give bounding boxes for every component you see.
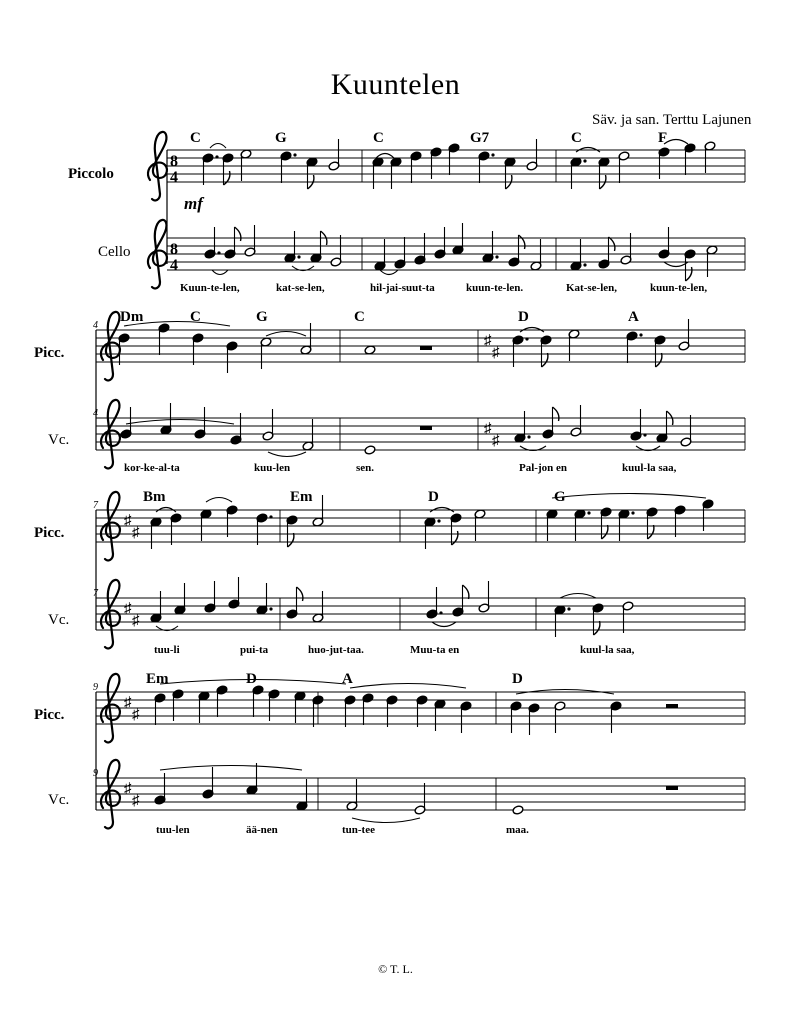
- note-head: [202, 767, 214, 799]
- tie-slur: [206, 498, 232, 503]
- tie-slur: [126, 420, 234, 425]
- instrument-name-piccolo: Picc.: [34, 525, 65, 541]
- note-head: [684, 143, 696, 175]
- chord-symbol: F: [658, 130, 668, 146]
- tie-slur: [560, 594, 596, 599]
- chord-symbol: C: [571, 130, 582, 146]
- note-head: [256, 583, 273, 615]
- note-head: [706, 245, 718, 277]
- lyric-syllables: kat-se-len,: [276, 282, 325, 294]
- chord-symbol: G: [275, 130, 287, 146]
- note-head: [372, 157, 384, 189]
- instrument-name-cello: Cello: [98, 244, 131, 260]
- note-head: [386, 695, 398, 727]
- lyric-syllables: Kuun-te-len,: [180, 282, 240, 294]
- note-head: [452, 223, 464, 255]
- note-head: [310, 231, 327, 263]
- key-signature-sharps: ♯: [492, 345, 500, 361]
- note-head: [530, 239, 542, 271]
- chord-symbol: Em: [290, 489, 313, 505]
- instrument-name-cello: Vc.: [48, 612, 70, 628]
- chord-symbol: D: [518, 309, 529, 325]
- lyric-syllables: maa.: [506, 824, 529, 836]
- note-head: [344, 695, 356, 727]
- lyric-syllables: huo-jut-taa.: [308, 644, 364, 656]
- whole-rest: [420, 346, 432, 350]
- note-head: [554, 701, 566, 733]
- lyric-syllables: kor-ke-al-ta: [124, 462, 180, 474]
- note-head: [154, 693, 166, 725]
- note-head: [598, 157, 610, 189]
- system-3: [34, 489, 745, 656]
- lyric-syllables: kuul-la saa,: [622, 462, 677, 474]
- tie-slur: [268, 452, 306, 457]
- score-title: Kuuntelen: [330, 68, 461, 101]
- system-2: [34, 309, 745, 474]
- note-head: [570, 157, 587, 189]
- note-head: [150, 591, 162, 623]
- lyric-syllables: ää-nen: [246, 824, 278, 836]
- note-head: [630, 409, 647, 441]
- measure-number: 4: [93, 408, 98, 419]
- measure-number: 4: [93, 320, 98, 331]
- note-head: [226, 505, 238, 537]
- note-head: [252, 685, 264, 717]
- chord-symbol: G: [554, 489, 566, 505]
- note-head: [478, 581, 490, 613]
- measure-number: 9: [93, 682, 98, 693]
- lyric-syllables: kuun-te-len.: [466, 282, 524, 294]
- note-head: [256, 513, 273, 545]
- tie-slur: [376, 154, 394, 159]
- cello-staff-3: [96, 598, 745, 630]
- note-head: [216, 685, 228, 717]
- note-head: [570, 405, 582, 437]
- note-layer: [118, 139, 718, 823]
- note-head: [598, 237, 615, 269]
- chord-symbol: D: [512, 671, 523, 687]
- note-head: [262, 409, 274, 441]
- note-head: [160, 403, 172, 435]
- note-head: [194, 407, 206, 439]
- note-head: [546, 509, 558, 541]
- note-head: [514, 411, 531, 443]
- note-head: [424, 517, 441, 549]
- note-head: [240, 149, 252, 181]
- note-head: [330, 235, 342, 267]
- chord-symbol: C: [373, 130, 384, 146]
- system-4: [34, 671, 745, 836]
- note-head: [118, 333, 130, 365]
- note-head: [434, 227, 446, 259]
- note-head: [482, 231, 499, 263]
- tie-slur: [432, 622, 456, 627]
- note-head: [374, 239, 386, 271]
- note-head: [192, 333, 204, 365]
- note-head: [510, 701, 522, 733]
- key-signature-sharps: ♯: [124, 695, 132, 711]
- key-signature-sharps: ♯: [124, 601, 132, 617]
- note-head: [222, 153, 234, 185]
- note-head: [684, 249, 696, 281]
- note-head: [228, 577, 240, 609]
- chord-symbol: C: [354, 309, 365, 325]
- note-head: [416, 695, 428, 727]
- chord-symbol: Em: [146, 671, 169, 687]
- lyric-syllables: tun-tee: [342, 824, 375, 836]
- note-head: [448, 143, 460, 175]
- note-head: [528, 703, 540, 735]
- key-signature-sharps: ♯: [132, 793, 140, 809]
- tie-slur: [266, 332, 306, 337]
- note-head: [658, 227, 670, 259]
- time-signature-bottom: 4: [170, 257, 178, 274]
- tie-slur: [664, 140, 688, 145]
- lyric-syllables: kuul-la saa,: [580, 644, 635, 656]
- measure-number: 7: [93, 500, 98, 511]
- system-1: [68, 130, 745, 294]
- chord-symbol: G: [256, 309, 268, 325]
- tie-slur: [210, 144, 226, 149]
- chord-symbol: D: [428, 489, 439, 505]
- note-head: [174, 583, 186, 615]
- note-head: [426, 587, 443, 619]
- note-head: [246, 763, 258, 795]
- note-head: [364, 445, 376, 455]
- note-head: [570, 239, 587, 271]
- key-signature-sharps: ♯: [484, 421, 492, 437]
- tie-slur: [352, 818, 420, 823]
- note-head: [294, 691, 306, 723]
- note-head: [390, 157, 402, 189]
- key-signature-sharps: ♯: [484, 333, 492, 349]
- lyric-syllables: Kat-se-len,: [566, 282, 618, 294]
- lyric-syllables: tuu-li: [154, 644, 180, 656]
- note-head: [674, 505, 686, 537]
- lyric-syllables: kuu-len: [254, 462, 291, 474]
- note-head: [296, 779, 308, 811]
- chord-symbol: D: [246, 671, 257, 687]
- note-head: [618, 509, 635, 541]
- chord-symbol: G7: [470, 130, 490, 146]
- key-signature-sharps: ♯: [132, 613, 140, 629]
- note-head: [512, 805, 524, 815]
- note-head: [158, 323, 170, 355]
- key-signature-sharps: ♯: [124, 781, 132, 797]
- piccolo-staff-1: [167, 150, 745, 182]
- note-head: [198, 691, 210, 723]
- note-head: [626, 331, 643, 363]
- note-head: [656, 411, 673, 443]
- lyric-syllables: tuu-len: [156, 824, 190, 836]
- lyric-syllables: Muu-ta en: [410, 644, 460, 656]
- note-head: [244, 225, 256, 257]
- note-head: [260, 337, 272, 369]
- note-head: [478, 151, 495, 183]
- note-head: [554, 605, 571, 637]
- note-head: [410, 151, 422, 183]
- note-head: [312, 591, 324, 623]
- note-head: [450, 513, 462, 545]
- note-head: [618, 151, 630, 183]
- lyric-syllables: pui-ta: [240, 644, 269, 656]
- note-head: [170, 513, 182, 545]
- measure-number: 7: [93, 588, 98, 599]
- tie-slur: [380, 270, 398, 275]
- time-signature-bottom: 4: [170, 169, 178, 186]
- note-head: [204, 581, 216, 613]
- tie-slur: [350, 684, 466, 689]
- note-head: [434, 699, 446, 731]
- whole-rest: [666, 786, 678, 790]
- instrument-name-piccolo: Picc.: [34, 707, 65, 723]
- tie-slur: [552, 494, 706, 499]
- note-head: [150, 517, 162, 549]
- tie-slur: [212, 270, 228, 275]
- cello-staff-2: [96, 418, 745, 450]
- note-head: [204, 227, 221, 259]
- note-head: [312, 495, 324, 527]
- key-signature-sharps: ♯: [124, 513, 132, 529]
- note-head: [414, 783, 426, 815]
- key-signature-sharps: ♯: [132, 707, 140, 723]
- lyric-syllables: kuun-te-len,: [650, 282, 708, 294]
- note-head: [202, 153, 219, 185]
- instrument-name-cello: Vc.: [48, 432, 70, 448]
- dynamic-marking: mf: [184, 194, 203, 213]
- lyric-syllables: hil-jai-suut-ta: [370, 282, 435, 294]
- note-head: [568, 329, 580, 361]
- tie-slur: [160, 766, 302, 771]
- note-head: [280, 151, 297, 183]
- measure-number: 9: [93, 768, 98, 779]
- whole-rest: [420, 426, 432, 430]
- time-signature-top: 8: [170, 153, 178, 170]
- chord-symbol: A: [628, 309, 639, 325]
- note-head: [678, 319, 690, 351]
- note-head: [346, 779, 358, 811]
- note-head: [474, 509, 486, 541]
- lyric-syllables: Pal-jon en: [519, 462, 567, 474]
- copyright-footer: © T. L.: [378, 962, 413, 976]
- note-head: [504, 157, 516, 189]
- composer-credit: Säv. ja san. Terttu Lajunen: [592, 112, 752, 128]
- chord-symbol: Dm: [120, 309, 144, 325]
- treble-clef-icon: [148, 132, 167, 200]
- treble-clef-icon: [148, 220, 167, 288]
- note-head: [460, 701, 472, 733]
- chord-symbol: C: [190, 309, 201, 325]
- lyric-syllables: sen.: [356, 462, 375, 474]
- note-head: [622, 601, 634, 633]
- note-head: [200, 509, 212, 541]
- key-signature-sharps: ♯: [132, 525, 140, 541]
- key-signature-sharps: ♯: [492, 433, 500, 449]
- note-head: [610, 701, 622, 733]
- note-head: [284, 231, 301, 263]
- cello-staff-4: [96, 778, 745, 810]
- note-head: [704, 141, 716, 173]
- chord-symbol: A: [342, 671, 353, 687]
- note-head: [302, 419, 314, 451]
- chord-symbol: C: [190, 130, 201, 146]
- instrument-name-piccolo: Picc.: [34, 345, 65, 361]
- tie-slur: [664, 262, 688, 267]
- note-head: [394, 237, 406, 269]
- note-head: [526, 139, 538, 171]
- note-head: [226, 341, 238, 373]
- time-signature-top: 8: [170, 241, 178, 258]
- instrument-name-piccolo: Piccolo: [68, 166, 114, 182]
- chord-symbol: Bm: [143, 489, 166, 505]
- note-head: [574, 509, 591, 541]
- note-head: [362, 693, 374, 725]
- note-head: [680, 415, 692, 447]
- whole-rest: [666, 704, 678, 708]
- note-head: [300, 323, 312, 355]
- note-head: [306, 157, 318, 189]
- note-head: [452, 585, 469, 617]
- instrument-name-cello: Vc.: [48, 792, 70, 808]
- note-head: [328, 139, 340, 171]
